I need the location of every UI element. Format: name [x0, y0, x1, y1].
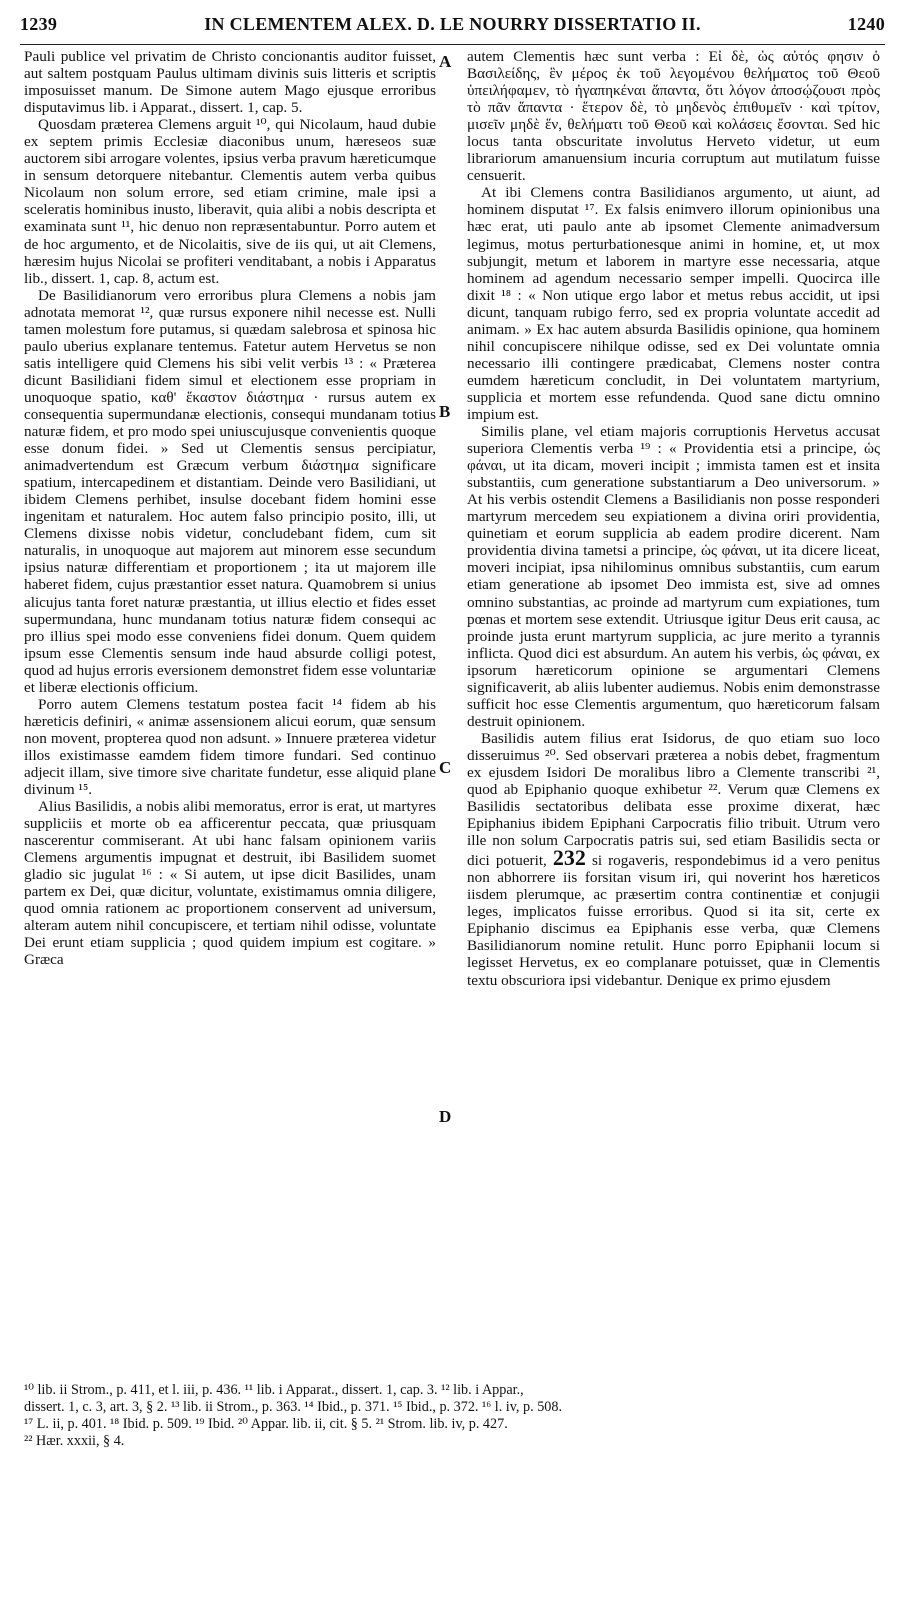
right-paragraph-4 [467, 730, 880, 989]
left-column [24, 48, 436, 1358]
footnote-line-1: ¹⁰ lib. ii Strom., p. 411, et l. iii, p. 436. ¹¹ lib. i Apparat., dissert. 1, cap. 3. ¹² lib. i Appar., [24, 1382, 524, 1398]
footnote-line-4: ²² Hær. xxxii, § 4. [24, 1433, 125, 1449]
right-paragraph-2: At ibi Clemens contra Basilidianos argumento, ut aiunt, ad hominem disputat ¹⁷. Ex falsis enimvero illorum opinionibus una hæc erat, uti paulo ante ab ipsomet Clemente animadversum legimus, motus perturbationesque animi in homine, et, ut mox subjungit, metum et laborem in martyre esse necessaria, atque hominem ad agendum necessario semper impelli. Quocirca ille dixit ¹⁸ : « Non utique ergo labor et metus rebus accidit, ut ipsi dicunt, tanquam rubigo ferro, sed ex propria voluntate accedit ad animam. » Ex hac autem absurda Basilidis opinione, qua hominem nihil concupiscere nihilque odisse, sed ex Dei voluntate omnia necessario illi contingere prædicabat, Clemens noster contra eumdem hæreticum concludit, in Dei voluntatem martyrium, supplicia et mortem esse refundenda. Quod sane dictu omnino impium est. [467, 184, 880, 423]
right-page-number: 1240 [847, 14, 885, 34]
right-paragraph-4-start: Basilidis autem filius erat Isidorus, de quo etiam suo loco disseruimus ²⁰. Sed observari præterea a nobis debet, fragmentum ex ejusdem Isidori De moralibus libro a Clemente transcribi ²¹, quod ab Epiphanio quoque exhibetur ²². Verum quæ Clemens ex Basilidis sectatoribus delibata esse proxime dixerat, hæc Epiphanius ibidem Epiphani Carpocratis filio tribuit. Utrum vero ille non solum Carpocratis patris sui, sed etiam Basilidis secta or dici potuerit, [467, 729, 880, 870]
left-paragraph-5: Alius Basilidis, a nobis alibi memoratus, error is erat, ut martyres suppliciis et morte ob ea afficerentur peccata, quæ priusquam nascerentur commiserant. At ubi hanc falsam opinionem variis Clemens argumentis impugnat et destruit, ibi Basilidem suomet gladio sic jugulat ¹⁶ : « Si autem, ut ipse dicit Basilides, unam partem ex Dei, quæ dicitur, voluntate, existimamus omnia diligere, quod omnia rationem ac proportionem conservent ad universum, alteram autem nihil concupiscere, et tertiam nihil odisse, voluntate Dei erunt etiam supplicia ; quod quidem impium est cogitare. » Græca [24, 798, 436, 969]
running-title: IN CLEMENTEM ALEX. D. LE NOURRY DISSERTATIO II. [204, 14, 701, 34]
right-paragraph-4-end: si rogaveris, respondebimus id a vero penitus non abhorrere iis forsitan visum iri, qui noverint hos hæreticos iisdem plerumque, ac præsertim contra continentiæ et conjugii leges, implicatos fuisse erroribus. Quod si ita sit, certe ex Epiphanio discimus ea Epiphanis esse verba, quæ Clemens Basilidianorum nomine retulit. Hunc porro Epiphanii locum si legisset Hervetus, ex eo complanare potuisset, quæ in Clementis textu obscuriora ipsi videbantur. Denique ex primo ejusdem [467, 852, 880, 989]
section-marker-c: C [439, 758, 452, 777]
left-paragraph-2: Quosdam præterea Clemens arguit ¹⁰, qui Nicolaum, haud dubie ex septem primis Ecclesiæ diaconibus unum, hæreseos suæ auctorem sibi arrogare volentes, ipsius verba pravum hæreticumque in sensum detorquere nitebantur. Clementis autem verba quibus Nicolaum non solum errore, sed etiam crimine, male ipsi a sceleratis hominibus inusto, liberavit, quia alibi a nobis descripta et examinata sunt ¹¹, hic denuo non repræsentabuntur. Porro autem et de hoc argumento, et de Nicolaitis, sive de iis qui, ut ait Clemens, hæresim hujus Nicolai se profiteri venditabant, a nobis i Apparatus lib., dissert. 1, cap. 8, actum est. [24, 116, 436, 287]
right-column [467, 48, 880, 1358]
section-marker-d: D [439, 1107, 452, 1126]
header-rule [20, 44, 885, 45]
left-paragraph-4: Porro autem Clemens testatum postea facit ¹⁴ fidem ab his hæreticis definiri, « animæ assensionem alicui eorum, quæ sensum non movent, propterea quod non adsunt. » Innuere præterea videtur illos existimasse eamdem fidem timore fundari. Sed continuo adjecit illam, sive timore sive charitate fundetur, esse aliquid plane divinum ¹⁵. [24, 695, 436, 799]
left-paragraph-3: De Basilidianorum vero erroribus plura Clemens a nobis jam adnotata memorat ¹², quæ rursus exponere nihil necesse est. Nulli tamen molestum fore putamus, si quædam salebrosa et spinosa hic paulo uberius explanare tentemus. Fatetur autem Hervetus se non satis intelligere quid Clemens his sibi velit verbis ¹³ : « Præterea dicunt Basilidiani fidem simul et electionem esse propriam in unoquoque spatio, καθ' ἕκαστον διάστημα · rursus autem ex consequentia supermundanæ electionis, consequi mundanam totius naturæ fidem, et pro modo spei uniuscujusque convenientis quoque esse donum fidei. » Sed ut Clementis sensus percipiatur, animadvertendum est Græcum verbum διάστημα significare spatium, intercapedinem et distantiam. Deinde vero Basilidiani, ut ibidem Clemens perhibet, insulse docebant fidem homini esse ingenitam et naturalem. Hoc autem falso principio posito, illi, ut Clemens dixisse nobis videtur, concludebant fidem, cum sit naturalis, in unoquoque aut majorem aut minorem esse secundum ipsius naturæ differentiam et proportionem ; ita ut majorem ille haberet fidem, cujus præstantior esset natura. Quamobrem si unius alicujus tanta foret naturæ præstantia, ut illius electio et fides esset supermundana, hunc mundanam totius naturæ fidem consequi ac pro illius spei modo esse conveniens fidei donum. Quem quidem ipsum esse Clementis sensum inde haud absurde colligi potest, quod ad hujus erroris eversionem demonstret fidem esse voluntariæ et liberæ electionis officium. [24, 286, 436, 696]
right-paragraph-3: Similis plane, vel etiam majoris corruptionis Hervetus accusat superiora Clementis verba ¹⁹ : « Providentia etsi a principe, ὡς φάναι, ut ita dicam, moveri incipit ; immista tamen est et insita substantiis, cum generatione substantiarum a Deo universorum. » At his verbis ostendit Clemens a Basilidianis non posse responderi martyrum mercedem seu expiationem a divina oriri providentia, quinetiam et eorum supplicia ab eadem prodire dicerent. Nam providentia divina tametsi a principe, ὡς φάναι, ut ita dicere liceat, moveri incipiat, ipsa nihilominus omnibus substantiis, cum earum etiam generatione ab ipsomet Deo immista est, sive ad omnes omnino substantias, ac proinde ad martyrum cum expiationes, tum pœnas et mortem sese extendit. Utriusque igitur Deus erit causa, ac proinde justa erunt martyrum supplicia, ac jure merito a tyrannis inflicta. Quod dici est absurdum. An autem his verbis, ὡς φάναι, ex ipsorum hæreticorum opinione se argumentari Clemens significaverit, ab aliis lubenter audiemus. Nobis enim demonstrasse sufficit hoc esse Clementis argumentum, quo hæreticorum falsam destruit opinionem. [467, 423, 880, 730]
left-paragraph-1: Pauli publice vel privatim de Christo concionantis auditor fuisset, aut saltem postquam Paulus ultimam divinis suis litteris et scriptis imposuisset manum. De Simone autem Mago ejusque erroribus disputavimus lib. i Apparat., dissert. 1, cap. 5. [24, 48, 436, 117]
footnote-line-3: ¹⁷ L. ii, p. 401. ¹⁸ Ibid. p. 509. ¹⁹ Ibid. ²⁰ Appar. lib. ii, cit. § 5. ²¹ Strom. lib. iv, p. 427. [24, 1416, 508, 1432]
section-marker-b: B [439, 402, 451, 421]
right-paragraph-1: autem Clementis hæc sunt verba : Εἰ δὲ, ὡς αὐτός φησιν ὁ Βασιλείδης, ἓν μέρος ἐκ τοῦ λεγομένου θελήματος τοῦ Θεοῦ ὑπειλήφαμεν, τὸ ἠγαπηκέναι ἅπαντα, ὅτι λόγον ἀποσῴζουσι πρὸς τὸ πᾶν ἅπαντα · ἕτερον δὲ, τὸ μηδενὸς ἐπιθυμεῖν · καὶ τρίτον, μισεῖν μηδὲ ἕν, θελήματι τοῦ Θεοῦ καὶ κολάσεις ἔσονται. Sed hic locus tanta obscuritate involutus Herveto videtur, ut eum librariorum amanuensium incuria corruptum aut mutilatum fuisse censuerit. [467, 48, 880, 185]
footnote-line-2: dissert. 1, c. 3, art. 3, § 2. ¹³ lib. ii Strom., p. 363. ¹⁴ Ibid., p. 371. ¹⁵ Ibid., p. 372. ¹⁶ l. iv, p. 508. [24, 1399, 563, 1415]
page-stamp-number: 232 [552, 845, 586, 871]
left-page-number: 1239 [20, 14, 58, 34]
running-header [20, 14, 885, 40]
footnotes [24, 1382, 885, 1450]
section-marker-a: A [439, 52, 452, 71]
